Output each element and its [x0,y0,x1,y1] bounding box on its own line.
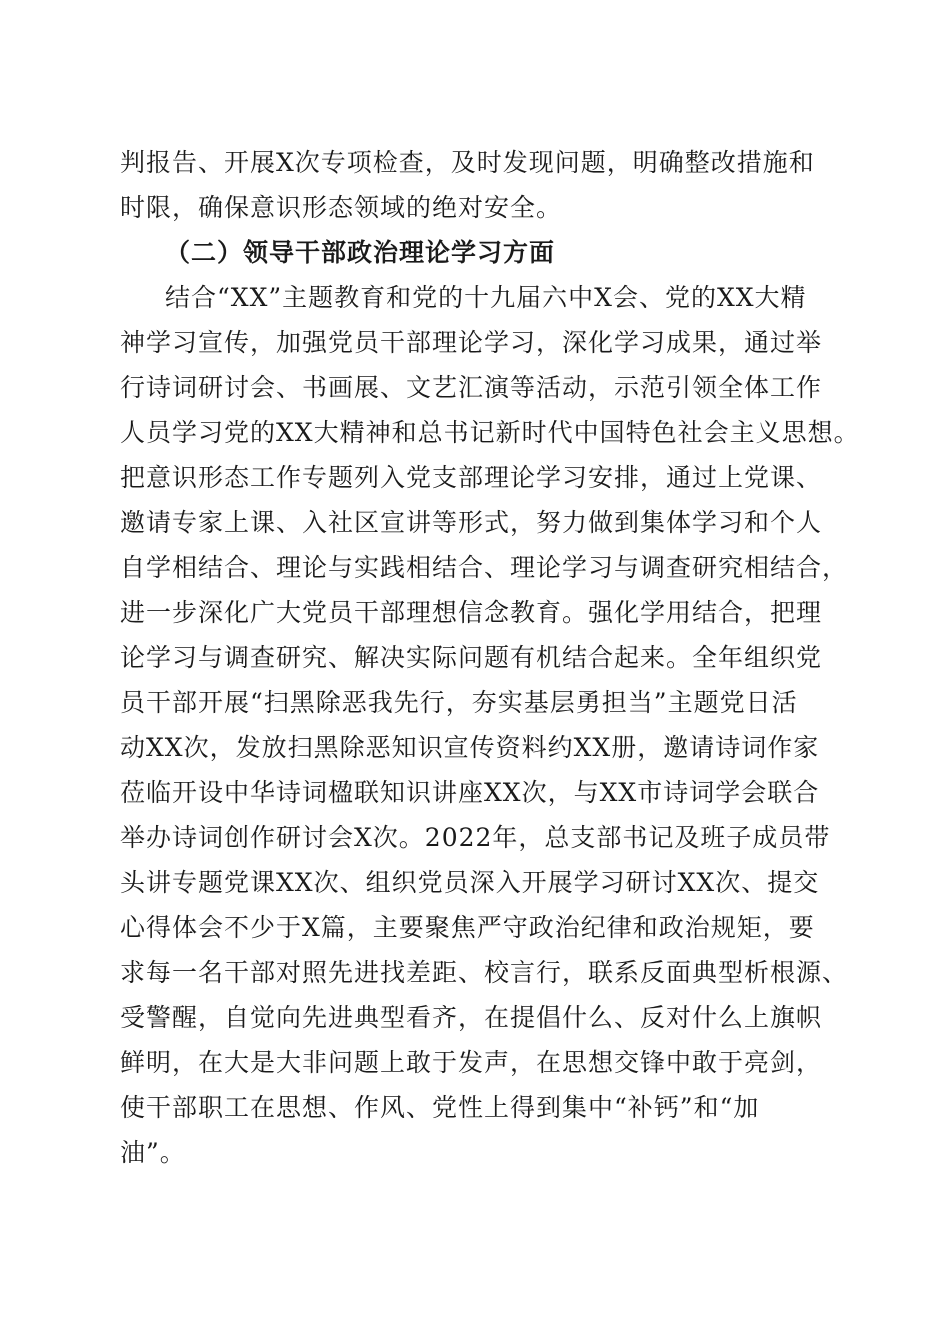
body-line: 神学习宣传，加强党员干部理论学习，深化学习成果，通过举 [120,328,823,357]
body-line: 莅临开设中华诗词楹联知识讲座XX次，与XX市诗词学会联合 [120,778,820,807]
body-line: 举办诗词创作研讨会X次。2022年，总支部书记及班子成员带 [120,823,831,852]
body-line: 受警醒，自觉向先进典型看齐，在提倡什么、反对什么上旗帜 [120,1003,823,1032]
section-heading: （二）领导干部政治理论学习方面 [165,238,556,267]
body-line: 员干部开展“扫黑除恶我先行，夯实基层勇担当”主题党日活 [120,688,798,717]
body-line: 行诗词研讨会、书画展、文艺汇演等活动，示范引领全体工作 [120,373,823,402]
body-line: 论学习与调查研究、解决实际问题有机结合起来。全年组织党 [120,643,823,672]
body-line: 使干部职工在思想、作风、党性上得到集中“补钙”和“加 [120,1093,760,1122]
body-line: 进一步深化广大党员干部理想信念教育。强化学用结合，把理 [120,598,823,627]
body-line: 时限，确保意识形态领域的绝对安全。 [120,193,563,222]
body-line: 头讲专题党课XX次、组织党员深入开展学习研讨XX次、提交 [120,868,820,897]
body-line: 邀请专家上课、入社区宣讲等形式，努力做到集体学习和个人 [120,508,823,537]
body-line: 动XX次，发放扫黑除恶知识宣传资料约XX册，邀请诗词作家 [120,733,820,762]
body-line: 自学相结合、理论与实践相结合、理论学习与调查研究相结合， [120,553,849,582]
body-line: 把意识形态工作专题列入党支部理论学习安排，通过上党课、 [120,463,823,492]
body-line: 心得体会不少于X篇，主要聚焦严守政治纪律和政治规矩，要 [120,913,815,942]
body-line: 鲜明，在大是大非问题上敢于发声，在思想交锋中敢于亮剑， [120,1048,823,1077]
body-line: 油”。 [120,1138,186,1167]
body-line: 判报告、开展X次专项检查，及时发现问题，明确整改措施和 [120,148,815,177]
body-line: 人员学习党的XX大精神和总书记新时代中国特色社会主义思想。 [120,418,860,447]
body-line: 结合“XX”主题教育和党的十九届六中X会、党的XX大精 [165,283,807,312]
body-line: 求每一名干部对照先进找差距、校言行，联系反面典型析根源、 [120,958,849,987]
